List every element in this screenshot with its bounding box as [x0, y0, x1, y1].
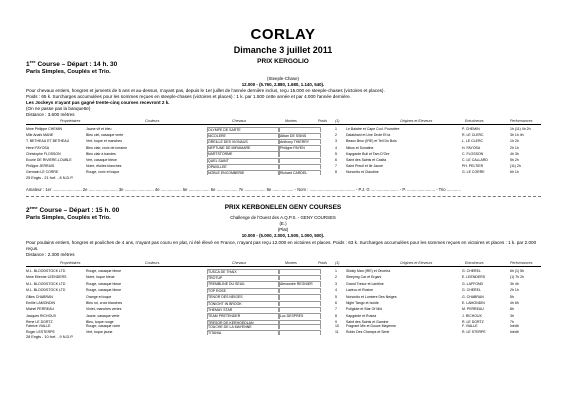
cell-num: 5	[335, 294, 337, 299]
cell-trainer: C. LE CALLARD	[462, 158, 488, 162]
cell-rider: Alban DE SSINS	[279, 133, 321, 139]
cell-perf: (11) 2h	[510, 164, 521, 169]
cell-trainer: M. PERREAU	[462, 307, 484, 312]
cell-owner: Gilles CHABRAN	[26, 294, 53, 299]
cell-horse: NARTSTORME	[207, 151, 279, 157]
cell-num: 6	[335, 158, 337, 162]
cell-colors: Bleu clair, croix de lorraine	[86, 145, 128, 150]
table-row	[0, 126, 566, 132]
cell-colors: Bleu, toque rouge	[86, 320, 114, 325]
cell-colors: Rouge, casaque bleue	[86, 288, 122, 293]
cell-owner: Ecurie DE RIVIERE-LOUBLE	[26, 158, 72, 162]
cell-rider	[279, 307, 321, 313]
cell-num: 4	[335, 145, 337, 150]
cell-rider	[279, 151, 321, 157]
cell-rider	[279, 275, 321, 281]
race2-subtitle: Challenge de l'Ouest des A.Q.P.S. - GENY COURSES	[230, 215, 336, 220]
table-row	[0, 294, 566, 300]
table-row	[0, 145, 566, 151]
cell-horse: QUEL SAINT	[207, 158, 279, 164]
cell-rider: Alexandre REGNIER	[279, 281, 321, 287]
page-title: CORLAY	[250, 26, 316, 43]
race1-footer: 25 Engts - 21 forf. - 8 N.D.P.	[26, 176, 74, 180]
col-performances-2: Performances	[510, 261, 533, 265]
cell-origin: Sleeping Car et Ergani	[346, 275, 382, 280]
cell-num: 2	[335, 133, 337, 138]
cell-perf: 6h (1) 5h	[510, 269, 525, 273]
cell-colors: Bleu roi, croix blanches	[86, 301, 123, 305]
cell-perf: 2h 1h	[510, 288, 519, 293]
cell-trainer: G. CHEREL	[462, 288, 481, 293]
race2-type: (Plat)	[277, 227, 289, 232]
cell-num: 5	[335, 151, 337, 156]
race1-jockeys: Les Jockeys n'ayant pas gagné trente-cinq courses recevront 2 k.	[26, 100, 170, 105]
cell-rider	[279, 324, 321, 330]
cell-rider: Philippe PAYEN	[279, 145, 321, 151]
race2-table-rule	[26, 266, 541, 267]
col-riders-2: Montes	[285, 261, 297, 265]
cell-colors: Orange et toque	[86, 294, 112, 299]
cell-trainer: PH. PELTIER	[462, 164, 484, 169]
col-owners: Propriétaires	[60, 119, 81, 123]
cell-trainer: G. CHEREL	[462, 269, 481, 273]
col-num: (1)	[335, 119, 340, 123]
col-owners-2: Propriétaires	[60, 261, 81, 265]
race2-footer: 28 Engts - 10 forf. - 9 N.D.P.	[26, 335, 74, 339]
table-row	[0, 151, 566, 157]
cell-origin: Poliglote et Star Of Mid	[346, 307, 382, 312]
cell-num: 11	[335, 330, 339, 335]
cell-trainer: L. LE CLERC	[462, 139, 484, 144]
cell-origin: Kapgarde et Rosea	[346, 313, 377, 318]
table-row	[0, 306, 566, 312]
cell-rider	[279, 288, 321, 294]
col-weight: Poids	[318, 119, 327, 123]
table-row	[0, 329, 566, 335]
race2-bets: Paris Simples, Couplés et Trio.	[26, 215, 111, 221]
race1-start: Course – Départ : 14 h. 30	[35, 61, 118, 69]
cell-owner: M.L. BLOODSTOCK LTD	[26, 281, 66, 286]
cell-colors: Rouge, casaque bleue	[86, 269, 122, 273]
cell-origin: Night Tango et Isolde	[346, 301, 379, 305]
cell-origin: Saint Preuil et Ile Jaune	[346, 164, 383, 169]
cell-num: 8	[335, 313, 337, 318]
cell-trainer: R. LE STERPE	[462, 330, 486, 335]
col-trainers-2: Entraîneurs	[465, 261, 484, 265]
cell-trainer: G. LE CORRE	[462, 170, 485, 175]
cell-perf: 3h 4h	[510, 281, 519, 286]
cell-origin: Nononito et Lumiere Des Neiges	[346, 294, 397, 299]
col-horses-2: Chevaux	[232, 261, 247, 265]
cell-rider	[279, 158, 321, 164]
cell-origin: Grand Tresor et Lanitine	[346, 281, 384, 286]
cell-origin: Saint des Saints et Gamine	[346, 320, 389, 325]
cell-origin: Robin Des Champs et Serie	[346, 330, 390, 335]
race2-name: PRIX KERBONELEN GENY COURSES	[224, 204, 342, 211]
race2-conditions: Pour poulains entiers, hongres et pouliches de 4 ans, n'ayant pas couru en plat, ni été élevé en France, n'ayant pas reçu 12.000 en victoires et places. Poids : 63 k. Surcharges accumulées pour les sommes reçues en victoires et places : 1 k. par 2.000 reçus.	[26, 240, 537, 251]
cell-owner: Roger LESTERPE	[26, 330, 55, 335]
table-row	[0, 274, 566, 280]
cell-perf: 7h	[510, 320, 514, 325]
cell-owner: Rene LE DORTZ	[26, 320, 53, 325]
cell-horse: TUSCA DE THAIX	[207, 269, 279, 275]
col-trainers: Entraîneurs	[465, 119, 484, 123]
cell-owner: Fabrice VIALLE	[26, 324, 51, 328]
cell-horse: TREMBLINE DU SEUIL	[207, 281, 279, 287]
table-row	[0, 157, 566, 163]
race2-distance: Distance : 2.300 mètres	[26, 252, 75, 257]
race1-conditions: Pour chevaux entiers, hongres et juments de 5 ans et au-dessus, n'ayant pas, depuis le 1er juillet de l'année dernière inclus, reçu 15.000 en steeple-chases (victoires et places).	[26, 88, 385, 93]
cell-rider	[279, 269, 321, 275]
table-row	[0, 300, 566, 306]
col-colors-2: Couleurs	[145, 261, 160, 265]
cell-colors: Rouge, casaque noire	[86, 324, 121, 328]
cell-origin: Beaux Brun (IRE) et Teil Du Bois	[346, 139, 397, 144]
cell-rider: Luc DESPRÉS	[279, 313, 321, 319]
cell-horse: OPAVILLEE	[207, 164, 279, 170]
race1-ordinal: ère	[29, 59, 36, 64]
cell-trainer: J. RICHOUX	[462, 313, 482, 318]
race1-table-rule	[26, 124, 541, 125]
cell-trainer: E. LAMONDIN	[462, 301, 485, 305]
cell-num: 7	[335, 164, 337, 169]
cell-trainer: E. LEENDERS	[462, 275, 486, 280]
cell-horse: NOBLE ENCOMBERIE	[207, 170, 279, 176]
cell-perf: (1) 7h 2h	[510, 275, 525, 280]
cell-colors: Jaune, casaque verte	[86, 313, 120, 318]
race1-name: PRIX KERGOLIO	[257, 58, 309, 65]
cell-owner: Germain LE CORRE	[26, 170, 59, 175]
cell-rider	[279, 330, 321, 336]
race-date: Dimanche 3 juillet 2011	[233, 45, 333, 55]
cell-colors: Jaune vif et bleu	[86, 127, 112, 131]
table-row	[0, 268, 566, 274]
race1-distance: Distance : 3.600 mètres	[26, 112, 75, 117]
cell-colors: Vert, toque et manches	[86, 139, 122, 144]
cell-origin: Le Balafré et Cape Cod. Pourvière	[346, 127, 400, 131]
cell-owner: Christophe FLOSSON	[26, 151, 61, 156]
cell-num: 7	[335, 307, 337, 312]
col-num-2: (1)	[335, 261, 340, 265]
cell-owner: Mme Philippe CHEMIN	[26, 127, 62, 131]
cell-perf: Inédit	[510, 330, 519, 335]
cell-owner: T. BETHEAU ET BETHEAU	[26, 139, 70, 144]
table-row	[0, 163, 566, 169]
cell-colors: Violet, manches vertes	[86, 307, 122, 312]
cell-perf: 4h 3h	[510, 151, 519, 156]
col-performances: Performances	[510, 119, 533, 123]
cell-perf: 1h (11) 4h 2h	[510, 127, 531, 131]
cell-colors: Bleu clair à bandes	[86, 151, 116, 156]
cell-rider: Richard CARDEL	[279, 170, 321, 176]
cell-colors: Noire, toque bleue	[86, 275, 115, 280]
cell-perf: 5h	[510, 294, 514, 299]
cell-perf: 2h 1h	[510, 145, 519, 150]
cell-colors: Vert, toque jaune	[86, 330, 113, 335]
cell-colors: Bleu ciel, casaque verte	[86, 133, 124, 138]
table-row	[0, 132, 566, 138]
cell-owner: Mme Etienne LEENDERS	[26, 275, 67, 280]
cell-horse: NEPTUNE DE MIRAMARE	[207, 145, 279, 151]
cell-perf: 8h	[510, 307, 514, 312]
cell-owner: Henri FAYOSA	[26, 145, 50, 150]
cell-colors: Rouge, croix et toque	[86, 170, 120, 175]
cell-horse: NICOLERE	[207, 133, 279, 139]
table-row	[0, 287, 566, 293]
cell-owner: Mlle Anaïs MANE	[26, 133, 54, 138]
race1-allocation: 12.000 - (5.760, 2.880, 1.680, 1.140, 540).	[241, 82, 325, 87]
cell-horse: TOP ROSE	[207, 288, 279, 294]
cell-origin: Slickly Man (IRE) et Onorina	[346, 269, 391, 273]
cell-rider	[279, 127, 321, 133]
cell-colors: Rouge, casaque bleue	[86, 281, 122, 286]
col-riders: Montes	[285, 119, 297, 123]
cell-rider: Anthony THIERRY	[279, 139, 321, 145]
cell-trainer: H. FAYOSA	[462, 145, 481, 150]
cell-owner: Jacques RICHOUX	[26, 313, 57, 318]
cell-num: 4	[335, 288, 337, 293]
cell-trainer: R. LE DORTZ	[462, 320, 484, 325]
cell-origin: Saint des Saints et Casita	[346, 158, 387, 162]
cell-num: 3	[335, 139, 337, 144]
cell-perf: 1h 2h	[510, 139, 519, 144]
cell-horse: TENOR DES NEIGES	[207, 294, 279, 300]
col-horses: Chevaux	[232, 119, 247, 123]
cell-perf: Inédit	[510, 324, 519, 328]
cell-rider	[279, 294, 321, 300]
race1-amateur-line[interactable]: Amateur : 1er ......................... 2e ......................... 3e ......................... 4e .................. 5e .................. 6e .................. 7e .................. 8e .................. - Nom : ....................................... - P.J. G ........................ - P. ........................ - Trio ............	[26, 187, 461, 192]
cell-colors: Noire, étoiles blanches	[86, 164, 122, 169]
race1-note: (On ne passe pas la banquette)	[26, 106, 91, 111]
table-row	[0, 138, 566, 144]
race1-number: 1	[26, 61, 30, 69]
col-colors: Couleurs	[145, 119, 160, 123]
cell-horse: OLYMPE DE SARTE	[207, 127, 279, 133]
cell-perf: 4h 6h	[510, 301, 519, 305]
cell-trainer: F. VIALLE	[462, 324, 478, 328]
cell-num: 6	[335, 301, 337, 305]
cell-colors: Vert, casaque bleue	[86, 158, 117, 162]
col-origins: Origines et Eleveurs	[400, 119, 433, 123]
cell-num: 2	[335, 275, 337, 280]
cell-owner: M.L. BLOODSTOCK LTD	[26, 288, 66, 293]
table-row	[0, 323, 566, 329]
cell-origin: Lavirco et Rosine	[346, 288, 374, 293]
divider	[26, 196, 541, 197]
cell-horse: THEMAY STAR	[207, 307, 279, 313]
race2-ordinal: ème	[29, 205, 38, 210]
cell-origin: Dalakhani et Une Drole Et la	[346, 133, 391, 138]
cell-perf: 3h	[510, 313, 514, 318]
race2-allocation: 10.000 - (5.000, 2.000, 1.500, 1.000, 500).	[241, 233, 325, 238]
cell-horse: TITANIA	[207, 330, 279, 336]
cell-horse: OREILLE DES VIGNAUS	[207, 139, 279, 145]
cell-origin: Nononito et Claudine	[346, 170, 379, 175]
col-origins-2: Origines et Eleveurs	[400, 261, 433, 265]
cell-horse: TOUCHE DE LA MAYENNE	[207, 324, 279, 330]
cell-trainer: G. LAFFOND	[462, 281, 484, 286]
cell-trainer: C. FLOSSON	[462, 151, 484, 156]
cell-num: 10	[335, 324, 339, 328]
cell-rider	[279, 164, 321, 170]
cell-num: 1	[335, 127, 337, 131]
cell-perf: 5h 2h	[510, 158, 519, 162]
table-row	[0, 313, 566, 319]
cell-perf: 3h 1h 4h	[510, 133, 524, 138]
cell-origin: Nikos et Sonatine	[346, 145, 374, 150]
col-weight-2: Poids	[318, 261, 327, 265]
table-row	[0, 281, 566, 287]
cell-owner: Emilie LAMONDIN	[26, 301, 55, 305]
race1-poids: Poids : 65 k. Surcharges accumulées pour les sommes reçues en steeple-chases (victoires et places) : 1 k. par 1.500 cette année et par 4.000 l'année dernière.	[26, 94, 351, 99]
cell-trainer: P. CHEMIN	[462, 127, 480, 131]
race1-bets: Paris Simples, Couplés et Trio.	[26, 69, 111, 75]
cell-num: 8	[335, 170, 337, 175]
race2-start: Course – Départ : 15 h. 00	[37, 207, 120, 215]
cell-horse: TROTUP	[207, 275, 279, 281]
cell-rider	[279, 301, 321, 307]
cell-origin: Fragrant Mix et Douce Mayenne	[346, 324, 396, 328]
cell-owner: Philippe JERRAIS	[26, 164, 55, 169]
cell-num: 9	[335, 320, 337, 325]
race2-grade: (E.)	[279, 221, 287, 226]
cell-perf: 6h 1h	[510, 170, 519, 175]
race2-number: 2	[26, 207, 30, 215]
cell-horse: TEAM PRETENDER	[207, 313, 279, 319]
cell-trainer: R. LE CLERC	[462, 133, 484, 138]
cell-num: 3	[335, 281, 337, 286]
cell-num: 1	[335, 269, 337, 273]
cell-owner: M.L. BLOODSTOCK LTD	[26, 269, 66, 273]
cell-origin: Kapgarde Bull et Tam D'Ore	[346, 151, 390, 156]
table-row	[0, 169, 566, 175]
cell-owner: Michel PERREAU	[26, 307, 55, 312]
cell-trainer: G. CHABRAN	[462, 294, 484, 299]
race1-type: (Steeple-Chase)	[267, 76, 299, 81]
cell-horse: TRESOR DE KERHOEDLAN	[207, 320, 279, 326]
cell-horse: TONIGHT IN BROOK	[207, 301, 279, 307]
